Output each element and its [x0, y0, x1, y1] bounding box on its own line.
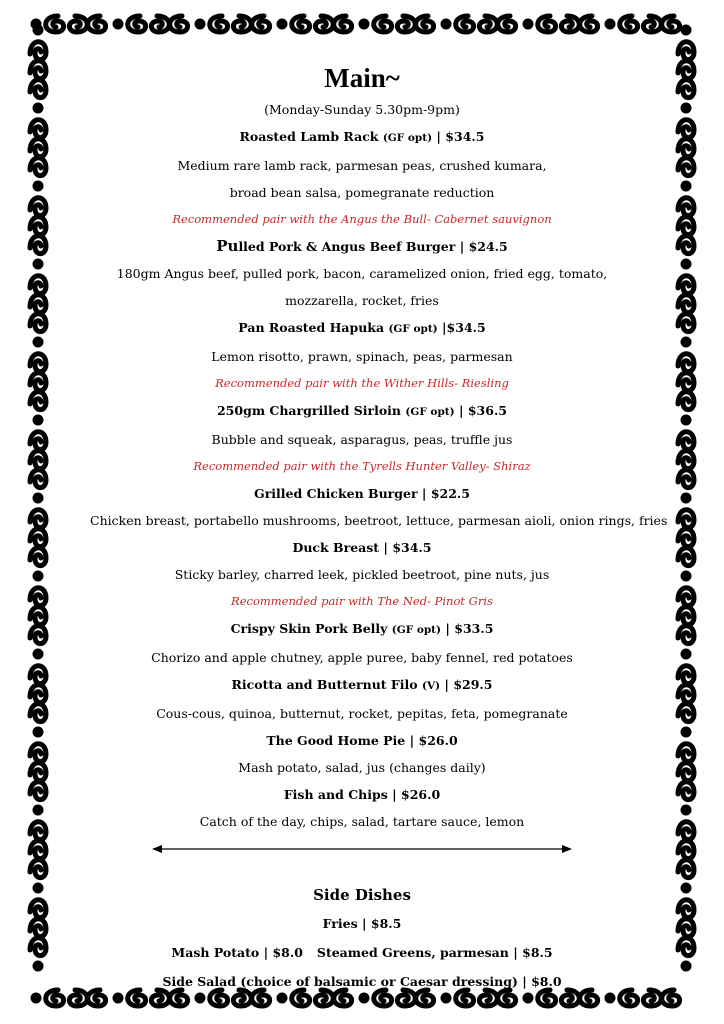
border-scroll	[88, 16, 106, 32]
border-scroll	[315, 16, 333, 32]
border-scroll	[678, 900, 694, 918]
border-dot	[33, 805, 44, 816]
border-scroll	[30, 588, 46, 606]
border-scroll	[30, 841, 46, 859]
dish-price: | $24.5	[455, 239, 508, 254]
border-scroll	[678, 392, 694, 410]
dietary-tag: (GF opt)	[382, 132, 433, 144]
border-scroll	[30, 548, 46, 566]
border-scroll	[678, 61, 694, 79]
dish-description: Mash potato, salad, jus (changes daily)	[238, 760, 486, 775]
border-scroll	[30, 822, 46, 840]
dish-description: Sticky barley, charred leek, pickled beetroot, pine nuts, jus	[174, 567, 550, 582]
wine-pairing: Recommended pair with the Wither Hills- Riesling	[215, 376, 509, 390]
menu-title: Main~	[324, 63, 400, 93]
border-dot	[33, 181, 44, 192]
border-scroll	[69, 16, 87, 32]
border-dot	[33, 337, 44, 348]
side-steamed-greens: Steamed Greens, parmesan | $8.5	[316, 945, 553, 960]
border-scroll	[678, 744, 694, 762]
border-scroll	[30, 938, 46, 956]
border-dot	[31, 993, 42, 1004]
border-scroll	[678, 236, 694, 254]
border-scroll	[233, 16, 251, 32]
border-dot	[33, 25, 44, 36]
border-scroll	[30, 42, 46, 60]
border-scroll	[334, 16, 352, 32]
menu-item-title	[90, 233, 634, 260]
dish-name: Fish and Chips	[283, 787, 388, 802]
border-dot	[113, 19, 124, 30]
border-scroll	[678, 588, 694, 606]
dish-description: mozzarella, rocket, fries	[285, 293, 439, 308]
dish-description: Chicken breast, portabello mushrooms, beetroot, lettuce, parmesan aioli, onion rings, fries	[90, 513, 668, 528]
dietary-tag: (GF opt)	[388, 323, 438, 335]
border-dot	[523, 19, 534, 30]
border-scroll	[678, 295, 694, 313]
border-scroll	[151, 16, 169, 32]
service-hours: (Monday-Sunday 5.30pm-9pm)	[264, 102, 460, 117]
border-scroll	[46, 16, 64, 32]
border-scroll	[69, 990, 87, 1006]
dish-price: | $26.0	[387, 787, 441, 802]
border-scroll	[479, 16, 497, 32]
menu-item-title	[90, 615, 634, 644]
border-scroll	[374, 16, 392, 32]
dish-name: Duck Breast	[292, 540, 380, 555]
dish-name: The Good Home Pie	[266, 733, 406, 748]
border-scroll	[210, 16, 228, 32]
border-scroll	[46, 990, 64, 1006]
border-scroll	[678, 685, 694, 703]
border-scroll	[30, 158, 46, 176]
border-scroll	[30, 61, 46, 79]
border-scroll	[678, 763, 694, 781]
border-dot	[681, 25, 692, 36]
border-scroll	[678, 607, 694, 625]
border-dot	[441, 19, 452, 30]
border-scroll	[30, 470, 46, 488]
side-mash-potato: Mash Potato | $8.0	[171, 945, 303, 960]
border-scroll	[678, 80, 694, 98]
side-fries: Fries | $8.5	[322, 916, 402, 931]
dish-price: |$34.5	[437, 320, 486, 335]
border-scroll	[678, 938, 694, 956]
border-scroll	[30, 860, 46, 878]
border-dot	[33, 961, 44, 972]
border-scroll	[30, 704, 46, 722]
border-scroll	[620, 16, 638, 32]
border-scroll	[678, 860, 694, 878]
dish-name: Roasted Lamb Rack	[239, 129, 379, 144]
border-scroll	[678, 470, 694, 488]
dish-price: | $33.5	[441, 621, 494, 636]
menu-item-title	[90, 781, 634, 808]
border-scroll	[678, 198, 694, 216]
border-dot	[681, 727, 692, 738]
border-scroll	[30, 529, 46, 547]
border-scroll	[416, 16, 434, 32]
border-scroll	[30, 685, 46, 703]
border-scroll	[561, 16, 579, 32]
border-scroll	[30, 666, 46, 684]
divider-arrow	[152, 839, 572, 859]
wine-pairing: Recommended pair with the Tyrells Hunter Valley- Shiraz	[193, 459, 531, 473]
border-scroll	[30, 451, 46, 469]
dish-price: | $34.5	[432, 129, 485, 144]
border-scroll	[678, 354, 694, 372]
border-scroll	[678, 666, 694, 684]
border-scroll	[678, 529, 694, 547]
border-scroll	[30, 392, 46, 410]
dish-description: Chorizo and apple chutney, apple puree, baby fennel, red potatoes	[151, 650, 573, 665]
border-dot	[681, 181, 692, 192]
border-dot	[359, 19, 370, 30]
border-scroll	[30, 198, 46, 216]
border-scroll	[170, 16, 188, 32]
border-scroll	[128, 16, 146, 32]
border-scroll	[678, 548, 694, 566]
dish-price: | $34.5	[379, 540, 432, 555]
border-scroll	[678, 782, 694, 800]
border-dot	[681, 961, 692, 972]
border-scroll	[30, 510, 46, 528]
border-scroll	[643, 16, 661, 32]
menu-item-title	[90, 727, 634, 754]
border-dot	[33, 571, 44, 582]
menu-item-title	[90, 397, 634, 426]
dish-name-lead: Pu	[216, 237, 239, 255]
side-row-mash-greens	[90, 938, 634, 967]
wine-pairing: Recommended pair with The Ned- Pinot Gris	[231, 594, 493, 608]
border-scroll	[678, 451, 694, 469]
border-dot	[195, 19, 206, 30]
side-dishes-title: Side Dishes	[313, 886, 411, 904]
border-scroll	[292, 16, 310, 32]
border-dot	[33, 727, 44, 738]
dish-name: Ricotta and Butternut Filo	[231, 677, 418, 692]
border-scroll	[580, 16, 598, 32]
border-dot	[681, 259, 692, 270]
dish-name: 250gm Chargrilled Sirloin	[216, 403, 402, 418]
border-scroll	[30, 295, 46, 313]
border-scroll	[456, 16, 474, 32]
dish-price: | $22.5	[417, 486, 470, 501]
border-dot	[681, 649, 692, 660]
menu-item-title	[90, 480, 634, 507]
border-scroll	[30, 276, 46, 294]
border-scroll	[678, 704, 694, 722]
border-dot	[33, 259, 44, 270]
border-dot	[681, 493, 692, 504]
border-scroll	[678, 432, 694, 450]
border-scroll	[30, 900, 46, 918]
border-scroll	[397, 16, 415, 32]
border-scroll	[643, 990, 661, 1006]
border-dot	[33, 493, 44, 504]
menu-item-title	[90, 671, 634, 700]
border-scroll	[30, 744, 46, 762]
border-scroll	[678, 42, 694, 60]
border-scroll	[30, 763, 46, 781]
border-scroll	[662, 16, 680, 32]
border-scroll	[662, 990, 680, 1006]
menu-item-title	[90, 534, 634, 561]
border-scroll	[30, 919, 46, 937]
border-dot	[681, 805, 692, 816]
border-scroll	[30, 373, 46, 391]
border-dot	[681, 883, 692, 894]
border-scroll	[678, 373, 694, 391]
border-dot	[33, 415, 44, 426]
wine-pairing: Recommended pair with the Angus the Bull- Cabernet sauvignon	[172, 212, 552, 226]
menu-content	[90, 60, 668, 996]
border-scroll	[538, 16, 556, 32]
border-dot	[681, 571, 692, 582]
border-scroll	[678, 822, 694, 840]
dish-name: Pan Roasted Hapuka	[238, 320, 385, 335]
border-scroll	[678, 626, 694, 644]
dietary-tag: (GF opt)	[391, 624, 441, 636]
menu-items	[90, 123, 668, 835]
border-scroll	[30, 236, 46, 254]
border-dot	[681, 103, 692, 114]
dish-description: Bubble and squeak, asparagus, peas, truffle jus	[211, 432, 513, 447]
dietary-tag: (V)	[421, 680, 441, 692]
border-dot	[605, 19, 616, 30]
border-scroll	[678, 841, 694, 859]
dish-description: broad bean salsa, pomegranate reduction	[229, 185, 495, 200]
border-scroll	[678, 510, 694, 528]
dish-description: Lemon risotto, prawn, spinach, peas, parmesan	[211, 349, 513, 364]
border-scroll	[30, 607, 46, 625]
border-dot	[681, 337, 692, 348]
border-scroll	[30, 139, 46, 157]
border-scroll	[678, 139, 694, 157]
dish-price: | $36.5	[454, 403, 508, 418]
dish-description: Cous-cous, quinoa, butternut, rocket, pepitas, feta, pomegranate	[156, 706, 568, 721]
dish-price: | $29.5	[440, 677, 493, 692]
border-scroll	[252, 16, 270, 32]
border-scroll	[678, 217, 694, 235]
menu-item-title	[90, 123, 634, 152]
border-scroll	[678, 120, 694, 138]
border-scroll	[30, 217, 46, 235]
dish-name: Grilled Chicken Burger	[254, 486, 418, 501]
menu-item-title	[90, 314, 634, 343]
dish-name: lled Pork & Angus Beef Burger	[238, 239, 456, 254]
border-scroll	[30, 432, 46, 450]
border-scroll	[30, 120, 46, 138]
border-dot	[33, 883, 44, 894]
border-dot	[33, 103, 44, 114]
border-dot	[681, 415, 692, 426]
dish-price: | $26.0	[405, 733, 458, 748]
border-scroll	[30, 354, 46, 372]
dish-description: 180gm Angus beef, pulled pork, bacon, caramelized onion, fried egg, tomato,	[116, 266, 608, 281]
dish-description: Medium rare lamb rack, parmesan peas, crushed kumara,	[177, 158, 547, 173]
border-scroll	[678, 919, 694, 937]
border-scroll	[678, 158, 694, 176]
border-scroll	[30, 314, 46, 332]
border-scroll	[678, 276, 694, 294]
border-scroll	[30, 626, 46, 644]
border-scroll	[30, 80, 46, 98]
border-scroll	[678, 314, 694, 332]
border-dot	[277, 19, 288, 30]
border-scroll	[30, 782, 46, 800]
border-scroll	[498, 16, 516, 32]
side-salad: Side Salad (choice of balsamic or Caesar dressing) | $8.0	[162, 974, 562, 989]
dish-name: Crispy Skin Pork Belly	[230, 621, 388, 636]
border-dot	[33, 649, 44, 660]
dietary-tag: (GF opt)	[405, 406, 455, 418]
dish-description: Catch of the day, chips, salad, tartare sauce, lemon	[199, 814, 525, 829]
